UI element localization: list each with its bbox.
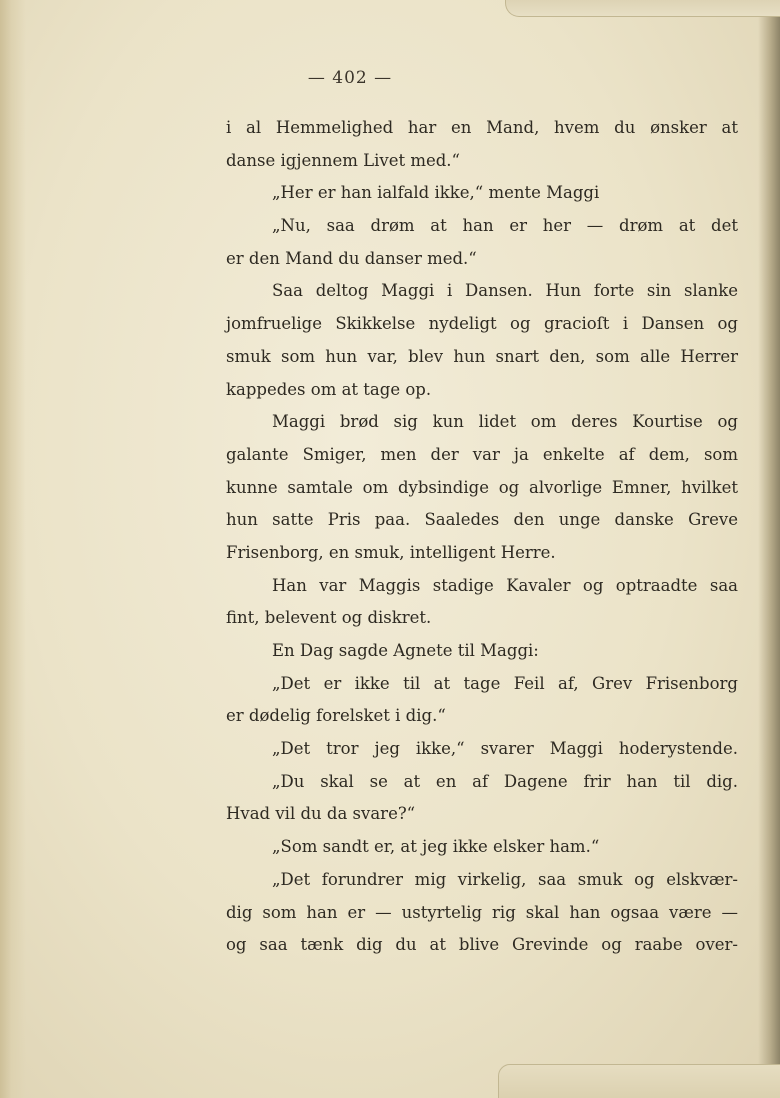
text-line: smuk som hun var, blev hun snart den, som alle Herrer [226, 346, 738, 366]
text-line: „Det forundrer mig virkelig, saa smuk og elskvær- [272, 869, 738, 889]
binding-shadow [0, 0, 26, 1098]
text-line: „Det tror jeg ikke,“ svarer Maggi hoderystende. [272, 739, 738, 759]
page-number: — 402 — [307, 68, 393, 88]
text-line: fint, belevent og diskret. [226, 608, 432, 628]
text-line: hun satte Pris paa. Saaledes den unge danske Greve [226, 510, 738, 530]
text-line: Hvad vil du da svare?“ [226, 804, 416, 824]
text-line: Frisenborg, en smuk, intelligent Herre. [226, 542, 556, 562]
body-text [226, 112, 738, 962]
text-line: galante Smiger, men der var ja enkelte af dem, som [226, 444, 738, 464]
text-line: dig som han er — ustyrtelig rig skal han ogsaa være — [226, 902, 738, 922]
text-line: Saa deltog Maggi i Dansen. Hun forte sin slanke [272, 281, 738, 301]
top-page-fold [505, 0, 780, 17]
text-line: En Dag sagde Agnete til Maggi: [272, 641, 539, 660]
text-line: „Her er han ialfald ikke,“ mente Maggi [272, 183, 600, 203]
text-line: „Du skal se at en af Dagene frir han til dig. [272, 771, 738, 791]
text-line: er dødelig forelsket i dig.“ [226, 706, 446, 726]
text-line: kunne samtale om dybsindige og alvorlige Emner, hvilket [226, 477, 738, 497]
text-line: „Nu, saa drøm at han er her — drøm at det [272, 216, 738, 236]
bottom-page-fold [498, 1064, 780, 1098]
text-line: danse igjennem Livet med.“ [226, 150, 460, 170]
text-line: Maggi brød sig kun lidet om deres Kourtise og [272, 412, 738, 432]
text-line: „Som sandt er, at jeg ikke elsker ham.“ [272, 837, 600, 857]
text-line: og saa tænk dig du at blive Grevinde og raabe over- [226, 935, 738, 955]
page-edge [758, 0, 780, 1098]
text-line: er den Mand du danser med.“ [226, 248, 477, 268]
text-line: jomfruelige Skikkelse nydeligt og gracioſt i Dansen og [226, 314, 738, 334]
text-line: „Det er ikke til at tage Feil af, Grev Frisenborg [272, 673, 738, 693]
text-line: Han var Maggis stadige Kavaler og optraadte saa [272, 575, 738, 595]
text-line: kappedes om at tage op. [226, 379, 432, 399]
text-line: i al Hemmelighed har en Mand, hvem du ønsker at [226, 118, 738, 137]
